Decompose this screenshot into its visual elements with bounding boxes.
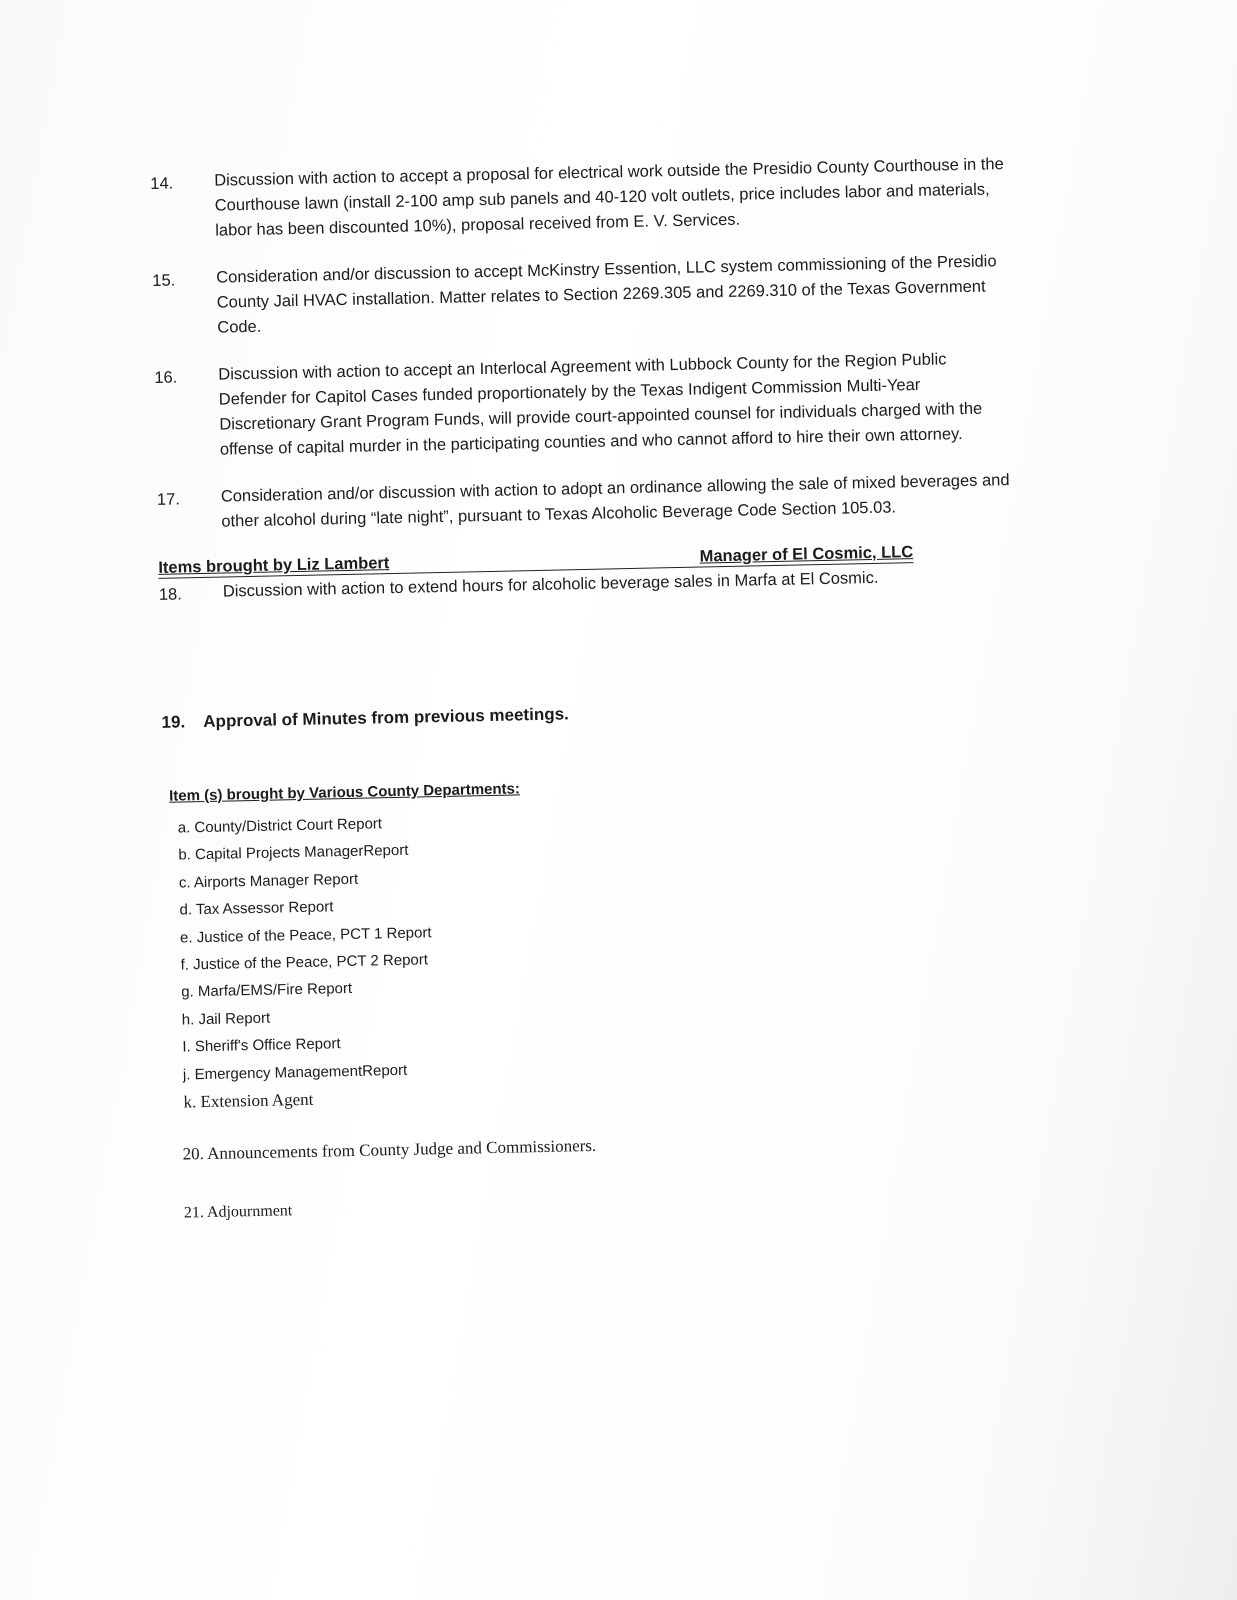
list-item: f. Justice of the Peace, PCT 2 Report bbox=[180, 951, 429, 974]
agenda-item-16 bbox=[154, 346, 1016, 464]
presenter-title: Manager of El Cosmic, LLC bbox=[699, 543, 914, 566]
list-item: d. Tax Assessor Report bbox=[179, 898, 334, 919]
item-number: 14. bbox=[150, 174, 174, 193]
list-item: b. Capital Projects ManagerReport bbox=[178, 842, 409, 864]
agenda-item-15 bbox=[152, 249, 1013, 342]
list-item: g. Marfa/EMS/Fire Report bbox=[181, 980, 353, 1001]
list-item: e. Justice of the Peace, PCT 1 Report bbox=[179, 923, 432, 947]
list-item: k. Extension Agent bbox=[183, 1089, 314, 1112]
item-text: Discussion with action to accept a proposal for electrical work outside the Presidio County Courthouse in the Courthouse lawn (install 2-100 amp sub panels and 40-120 volt outlets, price includes labor and materials, labor has been discounted 10%), proposal received from E. V. Services. bbox=[214, 155, 1004, 240]
item-number: 16. bbox=[154, 368, 178, 387]
agenda-item-14 bbox=[150, 152, 1011, 245]
item-number: 15. bbox=[152, 271, 176, 290]
list-item: a. County/District Court Report bbox=[177, 815, 383, 837]
agenda-item-19 bbox=[161, 692, 1021, 735]
departments-header: Item (s) brought by Various County Departments: bbox=[168, 780, 521, 805]
item-text: Approval of Minutes from previous meetings. bbox=[203, 704, 569, 732]
item-number: 19. bbox=[161, 712, 186, 732]
presenter-name: Items brought by Liz Lambert bbox=[158, 554, 390, 577]
agenda-item-21: 21. Adjournment bbox=[183, 1202, 293, 1222]
department-report-list bbox=[178, 797, 1030, 1116]
item-text: Consideration and/or discussion to accept McKinstry Essention, LLC system commissioning of the Presidio County Jail HVAC installation. Matter relates to Section 2269.305 and 2269.310 of the Texas Government Code. bbox=[216, 252, 997, 337]
list-item: h. Jail Report bbox=[181, 1009, 271, 1029]
list-item: c. Airports Manager Report bbox=[178, 870, 359, 892]
agenda-content bbox=[150, 152, 1032, 1226]
list-item: j. Emergency ManagementReport bbox=[182, 1061, 408, 1084]
item-number: 18. bbox=[158, 585, 183, 604]
item-text: Discussion with action to accept an Interlocal Agreement with Lubbock County for the Region Public Defender for Capitol Cases funded proportionately by the Texas Indigent Commission Multi-Year Discretionary Grant Program Funds, will provide court-appointed counsel for individuals charged with the offense of capital murder in the participating counties and who cannot afford to hire their own attorney. bbox=[218, 350, 983, 459]
item-number: 17. bbox=[156, 490, 181, 509]
item-text: Consideration and/or discussion with action to adopt an ordinance allowing the sale of mixed beverages and other alcohol during “late night”, pursuant to Texas Alcoholic Beverage Code Section 105.03. bbox=[220, 471, 1010, 531]
item-text: Discussion with action to extend hours for alcoholic beverage sales in Marfa at El Cosmic. bbox=[222, 568, 879, 601]
list-item: I. Sheriff's Office Report bbox=[182, 1035, 341, 1056]
agenda-item-17 bbox=[157, 468, 1018, 536]
agenda-item-20: 20. Announcements from County Judge and Commissioners. bbox=[182, 1136, 597, 1164]
